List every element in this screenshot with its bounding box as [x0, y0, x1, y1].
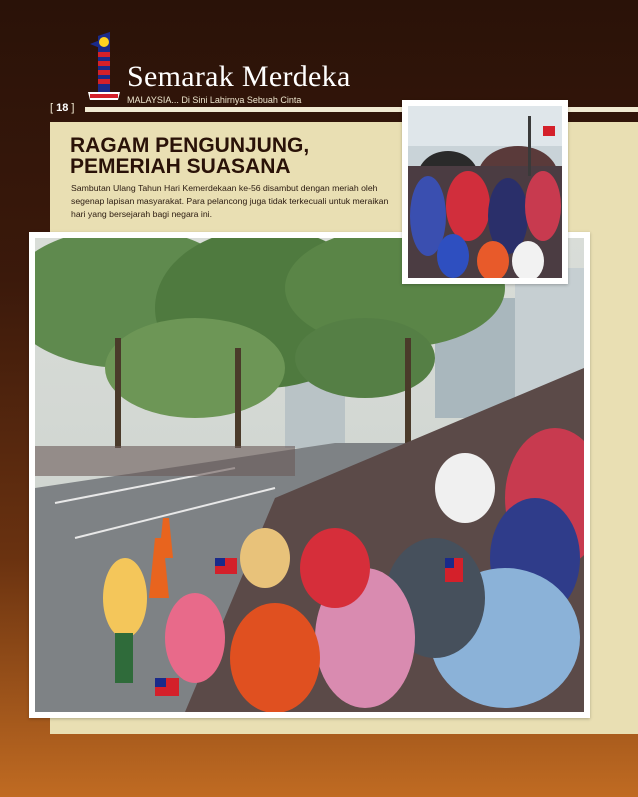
article-heading-line-1: RAGAM PENGUNJUNG, — [70, 134, 310, 157]
small-photo-frame — [402, 100, 568, 284]
crowd-standing-photo — [408, 106, 562, 278]
magazine-tagline: MALAYSIA... Di Sini Lahirnya Sebuah Cinta — [127, 95, 302, 105]
page-number-value: 18 — [56, 102, 69, 114]
article-body: Sambutan Ulang Tahun Hari Kemerdekaan ke-56 disambut dengan meriah oleh segenap lapisan masyarakat. Para pelancong juga tidak terkecuali untuk meraikan hari yang bersejarah bagi negara ini. — [71, 183, 389, 219]
article-heading-line-2: PEMERIAH SUASANA — [70, 155, 291, 178]
article-heading — [70, 135, 390, 177]
page-number: [ 18 ] — [50, 102, 75, 114]
spectators-street-photo — [35, 238, 584, 712]
magazine-title: Semarak Merdeka — [127, 60, 351, 93]
merdeka-logo-icon — [84, 30, 122, 104]
main-photo-frame — [29, 232, 590, 718]
